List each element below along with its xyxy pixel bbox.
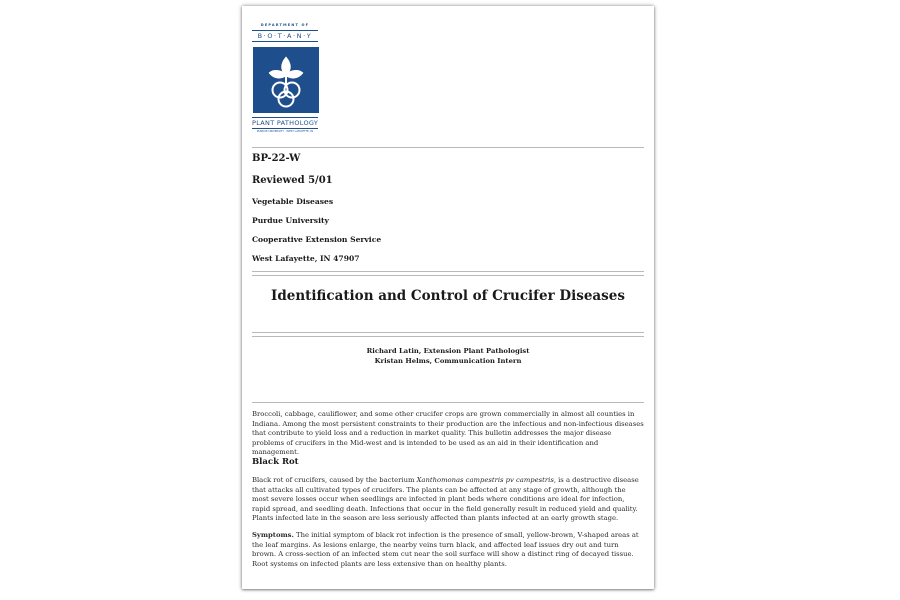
series-name: Vegetable Diseases [252,197,334,206]
review-date: Reviewed 5/01 [252,175,333,186]
logo-department-of: DEPARTMENT OF [260,23,310,27]
author-list [252,346,644,366]
department-logo [252,21,327,139]
location: West Lafayette, IN 47907 [252,254,360,263]
bulletin-code: BP-22-W [252,153,301,164]
black-rot-text: , is a destructive disease that attacks all cultivated types of crucifers. The plants can be affected at any stage of growth, although the most severe losses occur when seedlings are infected in plant beds where conditions are ideal for infection, rapid spread, and seedling death. Infections that occur in the field generally result in reduced yield and quality. Plants infected late in the season are less seriously affected than plants infected at an early growth stage. [252,476,639,523]
document-page [242,6,654,589]
author-1: Richard Latin, Extension Plant Pathologist [366,347,530,355]
divider [252,402,644,403]
symptoms-label: Symptoms. [252,531,294,539]
divider [252,332,644,333]
black-rot-text: Black rot of crucifers, caused by the bacterium [252,476,417,484]
logo-botany: B·O·T·A·N·Y [252,30,318,42]
divider [252,275,644,276]
logo-small-text: PURDUE UNIVERSITY · WEST LAFAYETTE, IN [252,128,318,133]
document-title: Identification and Control of Crucifer Diseases [271,288,625,304]
divider [252,336,644,337]
symptoms-paragraph [252,531,644,569]
pathogen-name: Xanthomonas campestris pv campestris [416,476,554,484]
symptoms-text: The initial symptom of black rot infection is the presence of small, yellow-brown, V-shaped areas at the leaf margins. As lesions enlarge, the nearby veins turn black, and affected leaf issues dry out and turn brown. A cross-section of an infected stem cut near the soil surface will show a distinct ring of decayed tissue. Root systems on infected plants are less extensive than on healthy plants. [252,531,639,568]
divider [252,147,644,148]
logo-plant-pathology: PLANT PATHOLOGY [252,119,319,127]
university-name: Purdue University [252,216,329,225]
black-rot-paragraph [252,476,644,524]
intro-paragraph: Broccoli, cabbage, cauliflower, and some other crucifer crops are grown commercially in almost all counties in Indiana. Among the most persistent constraints to their production are the infectious and non-infectious diseases that contribute to yield loss and a reduction in market quality. This bulletin addresses the major disease problems of crucifers in the Mid-west and is intended to be used as an aid in their identification and management. [252,410,644,457]
section-heading-black-rot: Black Rot [252,457,299,467]
divider [252,271,644,272]
logo-emblem [253,47,319,113]
plant-emblem-icon [254,48,318,112]
author-2: Kristan Helms, Communication Intern [374,357,522,365]
extension-service: Cooperative Extension Service [252,235,382,244]
